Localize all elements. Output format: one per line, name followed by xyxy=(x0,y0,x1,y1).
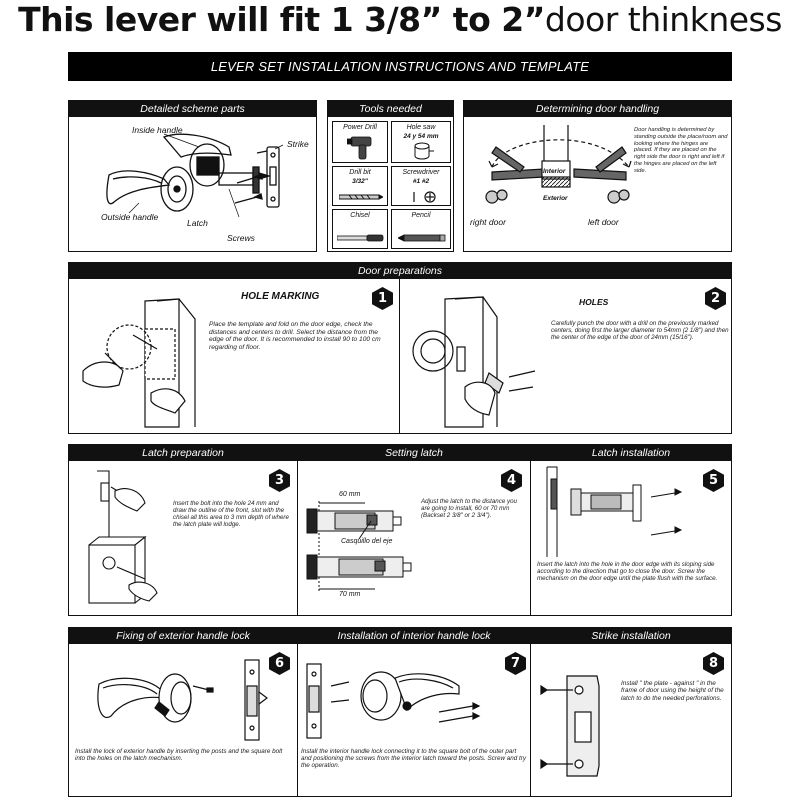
setting-latch-title: Setting latch xyxy=(385,447,443,459)
step6-badge: 6 xyxy=(269,652,290,675)
row3-divider-a xyxy=(297,461,298,615)
step2-badge: 2 xyxy=(705,287,726,310)
tool-screwdriver: Screwdriver #1 #2 xyxy=(391,166,451,206)
label-strike: Strike xyxy=(287,139,309,149)
label-latch: Latch xyxy=(187,218,208,228)
drill-bit-icon xyxy=(339,193,383,201)
prep-title: Door preparations xyxy=(69,263,731,279)
exterior-lock-title: Fixing of exterior handle lock xyxy=(116,630,250,642)
step1-text: Place the template and fold on the door edge, check the distances and centers to drill. Select the distance from the edge of the door. It is recommended to install 90 to 100 cm regarding of floor. xyxy=(209,321,381,351)
step3-badge: 3 xyxy=(269,469,290,492)
power-drill-icon xyxy=(347,135,377,161)
latch-prep-illustration xyxy=(75,467,175,613)
step5-badge: 5 xyxy=(703,469,724,492)
step1-title: HOLE MARKING xyxy=(241,291,320,302)
headline-thin: door thinkness xyxy=(544,0,782,39)
tools-panel xyxy=(327,100,454,252)
exterior-handle-illustration xyxy=(89,656,289,746)
instructions-banner: LEVER SET INSTALLATION INSTRUCTIONS AND TEMPLATE xyxy=(68,52,732,81)
headline-bold: This lever will fit 1 3/8” to 2” xyxy=(18,0,545,39)
row4-divider-b xyxy=(530,644,531,796)
tool-chisel: Chisel xyxy=(332,209,388,249)
label-interior: Interior xyxy=(543,168,566,175)
label-left-door: left door xyxy=(588,217,619,227)
tools-title: Tools needed xyxy=(328,101,453,117)
prep-divider xyxy=(399,279,400,433)
chisel-icon xyxy=(337,234,385,242)
step7-text: Install the interior handle lock connecting it to the square bolt of the outer part and positioning the screws from the interior latch toward the posts. Screw and try the operation. xyxy=(301,748,527,770)
step2-title: HOLES xyxy=(579,297,609,307)
tool-drill-bit: Drill bit 3/32" xyxy=(332,166,388,206)
strike-illustration xyxy=(539,664,619,792)
step5-text: Insert the latch into the hole in the door edge with its sloping side according to the direction that go to close the door. Screw the mechanism on the door edge until the plate flush with the surface. xyxy=(537,561,718,583)
step4-text: Adjust the latch to the distance you are going to install, 60 or 70 mm (Backset 2 3/8" or 2 3/4"). xyxy=(421,498,517,519)
latch-prep-title: Latch preparation xyxy=(142,447,224,459)
handling-text: Door handling is determined by standing outside the place/room and looking where the hinges are placed. If they are placed on the right side the door is right and left if the hinges are placed on the left side. xyxy=(634,127,728,174)
prep-panel xyxy=(68,262,732,434)
label-exterior: Exterior xyxy=(543,195,568,202)
step2-text: Carefully punch the door with a drill on the previously marked centers, doing first the larger diameter to 54mm (2 1/8") and then the center of the edge of the door of 24mm (15/16"). xyxy=(551,320,729,342)
page-headline xyxy=(0,0,800,44)
screwdriver-tips-icon xyxy=(406,189,438,203)
tool-hole-saw: Hole saw 24 y 54 mm xyxy=(391,121,451,163)
hole-saw-icon xyxy=(412,142,434,162)
pencil-icon xyxy=(398,234,446,242)
interior-lock-title: Installation of interior handle lock xyxy=(337,630,491,642)
label-inside-handle: Inside handle xyxy=(132,125,183,135)
step6-text: Install the lock of exterior handle by inserting the posts and the square bolt into the holes on the latch mechanism. xyxy=(75,748,283,763)
label-screws: Screws xyxy=(227,233,255,243)
interior-handle-illustration xyxy=(303,656,513,746)
step4-badge: 4 xyxy=(501,469,522,492)
parts-illustration xyxy=(69,117,315,251)
step8-text: Install " the plate - against " in the frame of door using the height of the latch to do the needed perforations. xyxy=(621,680,724,702)
latch-install-title: Latch installation xyxy=(591,447,671,459)
label-casquillo: Casquillo del eje xyxy=(341,538,393,545)
row4-panel xyxy=(68,627,732,797)
step3-text: Insert the bolt into the hole 24 mm and draw the outline of the front, slot with the chisel all this area to 3 mm depth of where the latch plate will lodge. xyxy=(173,500,289,528)
step1-badge: 1 xyxy=(372,287,393,310)
parts-panel xyxy=(68,100,317,252)
row3-panel xyxy=(68,444,732,616)
row4-divider-a xyxy=(297,644,298,796)
tool-power-drill: Power Drill xyxy=(332,121,388,163)
label-outside-handle: Outside handle xyxy=(101,212,159,222)
hole-marking-illustration xyxy=(75,289,205,429)
holes-illustration xyxy=(405,287,555,432)
parts-title: Detailed scheme parts xyxy=(69,101,316,117)
step8-badge: 8 xyxy=(703,652,724,675)
strike-install-title: Strike installation xyxy=(591,630,671,642)
dim-70mm: 70 mm xyxy=(339,591,361,598)
handling-panel xyxy=(463,100,732,252)
tool-pencil: Pencil xyxy=(391,209,451,249)
handling-title: Determining door handling xyxy=(464,101,731,117)
latch-installation-illustration xyxy=(535,467,705,557)
dim-60mm: 60 mm xyxy=(339,491,361,498)
label-right-door: right door xyxy=(470,217,506,227)
setting-latch-illustration xyxy=(305,499,425,611)
row3-divider-b xyxy=(530,461,531,615)
step7-badge: 7 xyxy=(505,652,526,675)
